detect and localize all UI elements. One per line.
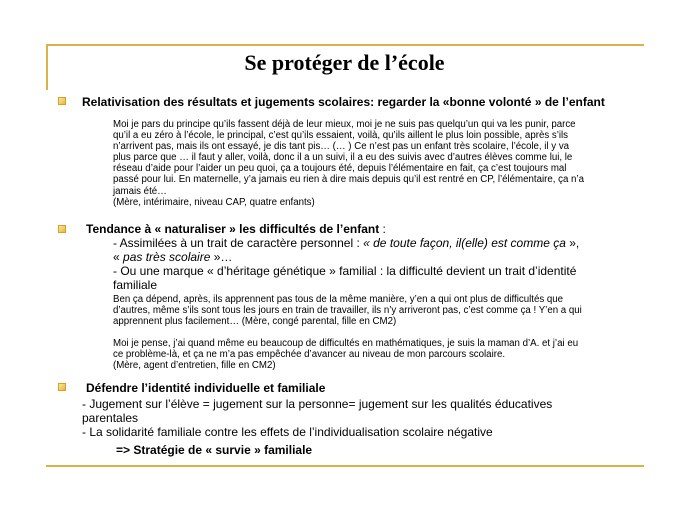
section3-item1: - Jugement sur l’élève = jugement sur la personne= jugement sur les qualités éducatives (82, 397, 553, 411)
section2-heading-text: Tendance à « naturaliser » les difficultés de l’enfant (86, 222, 380, 236)
quote-source: (Mère, intérimaire, niveau CAP, quatre enfants) (113, 196, 315, 208)
bullet-square-icon (58, 383, 66, 391)
section1-heading: Relativisation des résultats et jugements scolaires: regarder la «bonne volonté » de l’enfant (82, 95, 605, 109)
quote-line: Moi je pars du principe qu’ils fassent déjà de leur mieux, moi je ne suis pas quelqu’un qui va les punir, parce (113, 119, 576, 130)
item1-line2-end: »… (210, 250, 233, 264)
section2-quote2 (113, 338, 578, 371)
section3-items (82, 397, 552, 439)
section3-heading: Défendre l’identité individuelle et familiale (86, 381, 326, 395)
quote-line: Ben ça dépend, après, ils apprennent pas tous de la même manière, y’en a qui ont plus de difficultés que (113, 294, 564, 305)
quote-line: réseau d’aide pour l’aider un peu quoi, ça a toujours été, depuis l’élémentaire en fait, ça c’est toujours mal (113, 163, 567, 175)
section2-item2: - Ou une marque « d’héritage génétique » familial : la difficulté devient un trait d’identité (113, 264, 577, 278)
quote-line: Moi je pense, j’ai quand même eu beaucoup de difficultés en mathématiques, je suis la maman d’A. et j’ai eu (113, 338, 579, 349)
section3-item1-line2: parentales (82, 411, 139, 425)
section2-item1 (113, 236, 579, 250)
section2-item1-line2 (113, 250, 579, 264)
quote-line: apprennent plus facilement… (Mère, congé parental, fille en CM2) (113, 316, 397, 328)
section2-heading (86, 222, 386, 236)
section2-quote1 (113, 294, 582, 327)
quote-line: n’arrivent pas, mais ils ont essayé, je dis tant pis… (… ) Ce n’est pas un enfant très scolaire, l’école, il y va (113, 141, 570, 153)
quote-line: jamais été… (113, 185, 167, 197)
section2-items (113, 236, 579, 292)
section2-item2-line2: familiale (113, 278, 158, 292)
bottom-rule (46, 465, 644, 467)
quote-source: (Mère, agent d’entretien, fille en CM2) (113, 360, 276, 372)
section2-heading-suffix: : (379, 222, 386, 236)
section1-quote (113, 119, 584, 208)
section3-conclusion: => Stratégie de « survie » familiale (116, 443, 313, 457)
quote-line: passé pour lui. En maternelle, y’a jamais eu rien à dire mais depuis qu’il est rentré en CP, l’élémentaire, ça n’a (113, 174, 584, 186)
item1-quote: « de toute façon, il(elle) est comme ça (363, 236, 566, 250)
quote-line: plus parce que … il faut y aller, voilà, donc il a un suivi, il a eu des suivis avec d’autres élèves comme lui, le (113, 152, 573, 164)
bullet-square-icon (58, 225, 66, 233)
quote-line: qu’il a eu zéro à l’école, le principal, c’est qu’ils essaient, voilà, qu’ils aillent le plus loin possible, après s’ils (113, 130, 569, 142)
item1-line2-start: « (113, 250, 124, 264)
item1-prefix: - Assimilées à un trait de caractère personnel : (113, 236, 364, 250)
quote-line: d’autres, même s’ils sont tous les jours en train de travailler, ils n’y arriveront pas, c’est comme ça ! Y’en a qui (113, 305, 582, 317)
section3-item2: - La solidarité familiale contre les effets de l’individualisation scolaire négative (82, 425, 493, 439)
top-rule (46, 44, 644, 46)
quote-line: ce problème-là, et ça ne m’a pas empêchée d’avancer au niveau de mon parcours scolaire. (113, 349, 506, 361)
bullet-square-icon (58, 97, 66, 105)
item1-line2-quote: pas très scolaire (123, 250, 211, 264)
slide-title: Se protéger de l’école (244, 50, 445, 75)
item1-suffix: », (565, 236, 580, 250)
